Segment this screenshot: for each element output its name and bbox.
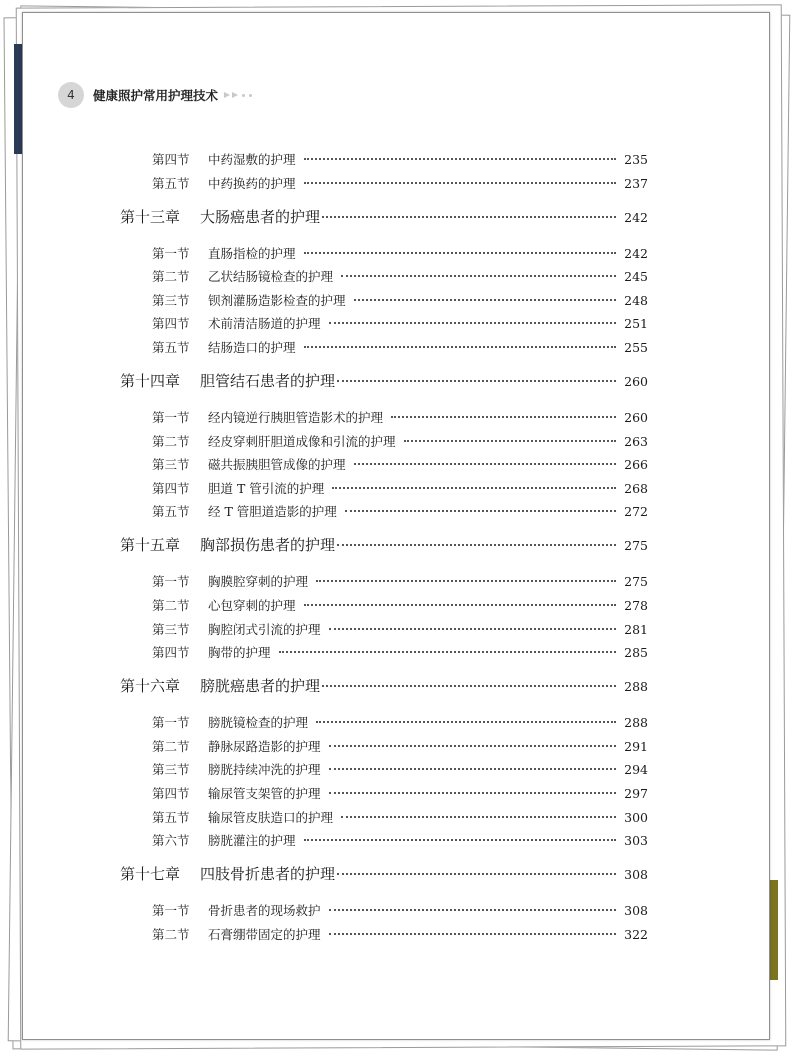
chapter-number: 第十六章: [120, 677, 181, 696]
dot-leader: [332, 487, 616, 489]
dot-leader: [304, 346, 617, 348]
toc-section-row: [152, 267, 648, 285]
page-reference: 263: [624, 433, 648, 449]
page-reference: 260: [624, 374, 648, 389]
toc-section-row: [152, 432, 648, 450]
page-reference: 237: [624, 175, 648, 191]
toc-section-row: [152, 713, 648, 731]
dot-leader: [329, 628, 617, 630]
page-reference: 285: [624, 645, 648, 661]
page-reference: 297: [624, 786, 648, 801]
section-number: 第二节: [152, 598, 190, 613]
page-reference: 242: [624, 209, 648, 225]
section-title: 钡剂灌肠造影检查的护理: [208, 292, 346, 308]
page-reference: 288: [624, 679, 648, 695]
section-number: 第五节: [152, 340, 190, 355]
section-title: 经内镜逆行胰胆管造影术的护理: [208, 410, 384, 425]
toc-section-row: [152, 502, 648, 520]
toc-section-row: [152, 244, 648, 262]
chapter-title: 膀胱癌患者的护理: [200, 677, 321, 696]
section-number: 第三节: [152, 292, 190, 308]
toc-section-row: [152, 150, 648, 168]
dot-leader: [354, 463, 617, 465]
section-title: 磁共振胰胆管成像的护理: [208, 457, 346, 473]
section-title: 术前清洁肠道的护理: [208, 316, 321, 332]
section-title: 直肠指检的护理: [208, 245, 296, 261]
toc-section-row: [152, 455, 648, 473]
chapter-number: 第十三章: [120, 207, 181, 226]
toc-section-row: [152, 643, 648, 661]
chapter-number: 第十五章: [120, 536, 181, 555]
toc-section-row: [152, 620, 648, 638]
section-title: 乙状结肠镜检查的护理: [208, 269, 334, 285]
section-number: 第一节: [152, 574, 190, 590]
toc-chapter-row: [120, 863, 648, 884]
section-number: 第一节: [152, 245, 190, 261]
page-reference: 260: [624, 410, 648, 425]
section-title: 胸膜腔穿刺的护理: [208, 574, 309, 590]
page-reference: 275: [624, 538, 648, 554]
section-title: 心包穿刺的护理: [208, 598, 296, 613]
section-number: 第一节: [152, 715, 190, 731]
page-reference: 300: [624, 809, 648, 825]
chapter-number: 第十四章: [120, 372, 181, 390]
toc-section-row: [152, 808, 648, 826]
dot-leader: [337, 380, 616, 382]
toc-section-row: [152, 901, 648, 919]
toc-chapter-row: [120, 675, 648, 696]
page-reference: 278: [624, 598, 648, 613]
page-reference: 303: [624, 833, 648, 849]
page-reference: 248: [624, 292, 648, 308]
section-number: 第三节: [152, 621, 190, 637]
page-reference: 275: [624, 574, 648, 590]
page-reference: 291: [624, 738, 648, 754]
section-title: 输尿管支架管的护理: [208, 786, 321, 801]
dot-leader: [316, 580, 616, 582]
toc-section-row: [152, 784, 648, 802]
page-reference: 266: [624, 457, 648, 473]
toc-section-row: [152, 338, 648, 356]
section-title: 中药换药的护理: [208, 175, 296, 191]
dot-leader: [304, 252, 617, 254]
section-title: 经 T 管胆道造影的护理: [208, 504, 337, 520]
section-title: 结肠造口的护理: [208, 340, 296, 355]
page-reference: 322: [624, 926, 648, 942]
section-number: 第四节: [152, 786, 190, 801]
page-reference: 281: [624, 621, 648, 637]
page-reference: 255: [624, 340, 648, 355]
page-reference: 288: [624, 715, 648, 731]
section-number: 第四节: [152, 480, 190, 496]
section-title: 骨折患者的现场救护: [208, 903, 321, 919]
page-reference: 308: [624, 867, 648, 883]
toc-section-row: [152, 408, 648, 426]
toc-section-row: [152, 596, 648, 614]
section-title: 胸带的护理: [208, 645, 271, 661]
dot-leader: [341, 816, 616, 818]
toc-section-row: [152, 174, 648, 192]
dot-leader: [329, 768, 617, 770]
chapter-title: 胸部损伤患者的护理: [200, 536, 336, 555]
dot-leader: [329, 792, 617, 794]
dot-leader: [404, 440, 617, 442]
dot-leader: [322, 216, 616, 218]
chapter-title: 大肠癌患者的护理: [200, 207, 321, 226]
section-number: 第二节: [152, 433, 190, 449]
dot-leader: [279, 651, 617, 653]
section-title: 石膏绷带固定的护理: [208, 926, 321, 942]
page-reference: 272: [624, 504, 648, 520]
dot-leader: [304, 182, 617, 184]
section-title: 输尿管皮肤造口的护理: [208, 809, 334, 825]
section-number: 第三节: [152, 457, 190, 473]
chapter-title: 四肢骨折患者的护理: [200, 865, 336, 884]
section-title: 中药湿敷的护理: [208, 152, 296, 167]
toc-section-row: [152, 831, 648, 849]
toc-chapter-row: [120, 370, 648, 391]
toc-section-row: [152, 760, 648, 778]
dot-leader: [304, 604, 617, 606]
toc-section-row: [152, 479, 648, 497]
section-number: 第三节: [152, 762, 190, 778]
section-title: 胸腔闭式引流的护理: [208, 621, 321, 637]
dot-leader: [322, 685, 616, 687]
dot-leader: [329, 745, 617, 747]
toc-section-row: [152, 314, 648, 332]
page-reference: 235: [624, 152, 648, 167]
section-number: 第二节: [152, 738, 190, 754]
section-title: 胆道 T 管引流的护理: [208, 480, 325, 496]
toc-chapter-row: [120, 206, 648, 227]
dot-leader: [354, 299, 617, 301]
dot-leader: [345, 510, 616, 512]
page-reference: 245: [624, 269, 648, 285]
section-title: 经皮穿刺肝胆道成像和引流的护理: [208, 433, 396, 449]
section-number: 第五节: [152, 175, 190, 191]
page-reference: 268: [624, 480, 648, 496]
dot-leader: [391, 416, 616, 418]
page-reference: 251: [624, 316, 648, 332]
dot-leader: [337, 873, 616, 875]
section-title: 膀胱持续冲洗的护理: [208, 762, 321, 778]
section-number: 第六节: [152, 833, 190, 849]
dot-leader: [341, 275, 616, 277]
chapter-title: 胆管结石患者的护理: [200, 372, 336, 390]
section-number: 第五节: [152, 504, 190, 520]
page-reference: 308: [624, 903, 648, 919]
toc-chapter-row: [120, 534, 648, 555]
book-title: 健康照护常用护理技术: [93, 88, 219, 103]
section-number: 第二节: [152, 926, 190, 942]
dot-leader: [329, 933, 617, 935]
section-number: 第一节: [152, 410, 190, 425]
section-number: 第五节: [152, 809, 190, 825]
page-reference: 294: [624, 762, 648, 778]
section-title: 膀胱灌注的护理: [208, 833, 296, 849]
toc-section-row: [152, 291, 648, 309]
section-title: 膀胱镜检查的护理: [208, 715, 309, 731]
section-number: 第四节: [152, 152, 190, 167]
dot-leader: [329, 909, 617, 911]
section-number: 第二节: [152, 269, 190, 285]
page-number-badge: 4: [58, 82, 84, 108]
dot-leader: [304, 158, 617, 160]
section-number: 第四节: [152, 645, 190, 661]
page-header: [58, 82, 252, 108]
chapter-number: 第十七章: [120, 865, 181, 884]
page-reference: 242: [624, 245, 648, 261]
dot-leader: [337, 544, 616, 546]
section-number: 第四节: [152, 316, 190, 332]
section-title: 静脉尿路造影的护理: [208, 738, 321, 754]
section-number: 第一节: [152, 903, 190, 919]
dot-leader: [329, 322, 617, 324]
toc-section-row: [152, 572, 648, 590]
dot-leader: [304, 839, 617, 841]
toc-section-row: [152, 925, 648, 943]
dot-leader: [316, 721, 616, 723]
toc-section-row: [152, 737, 648, 755]
header-arrow-icon: [224, 92, 252, 98]
